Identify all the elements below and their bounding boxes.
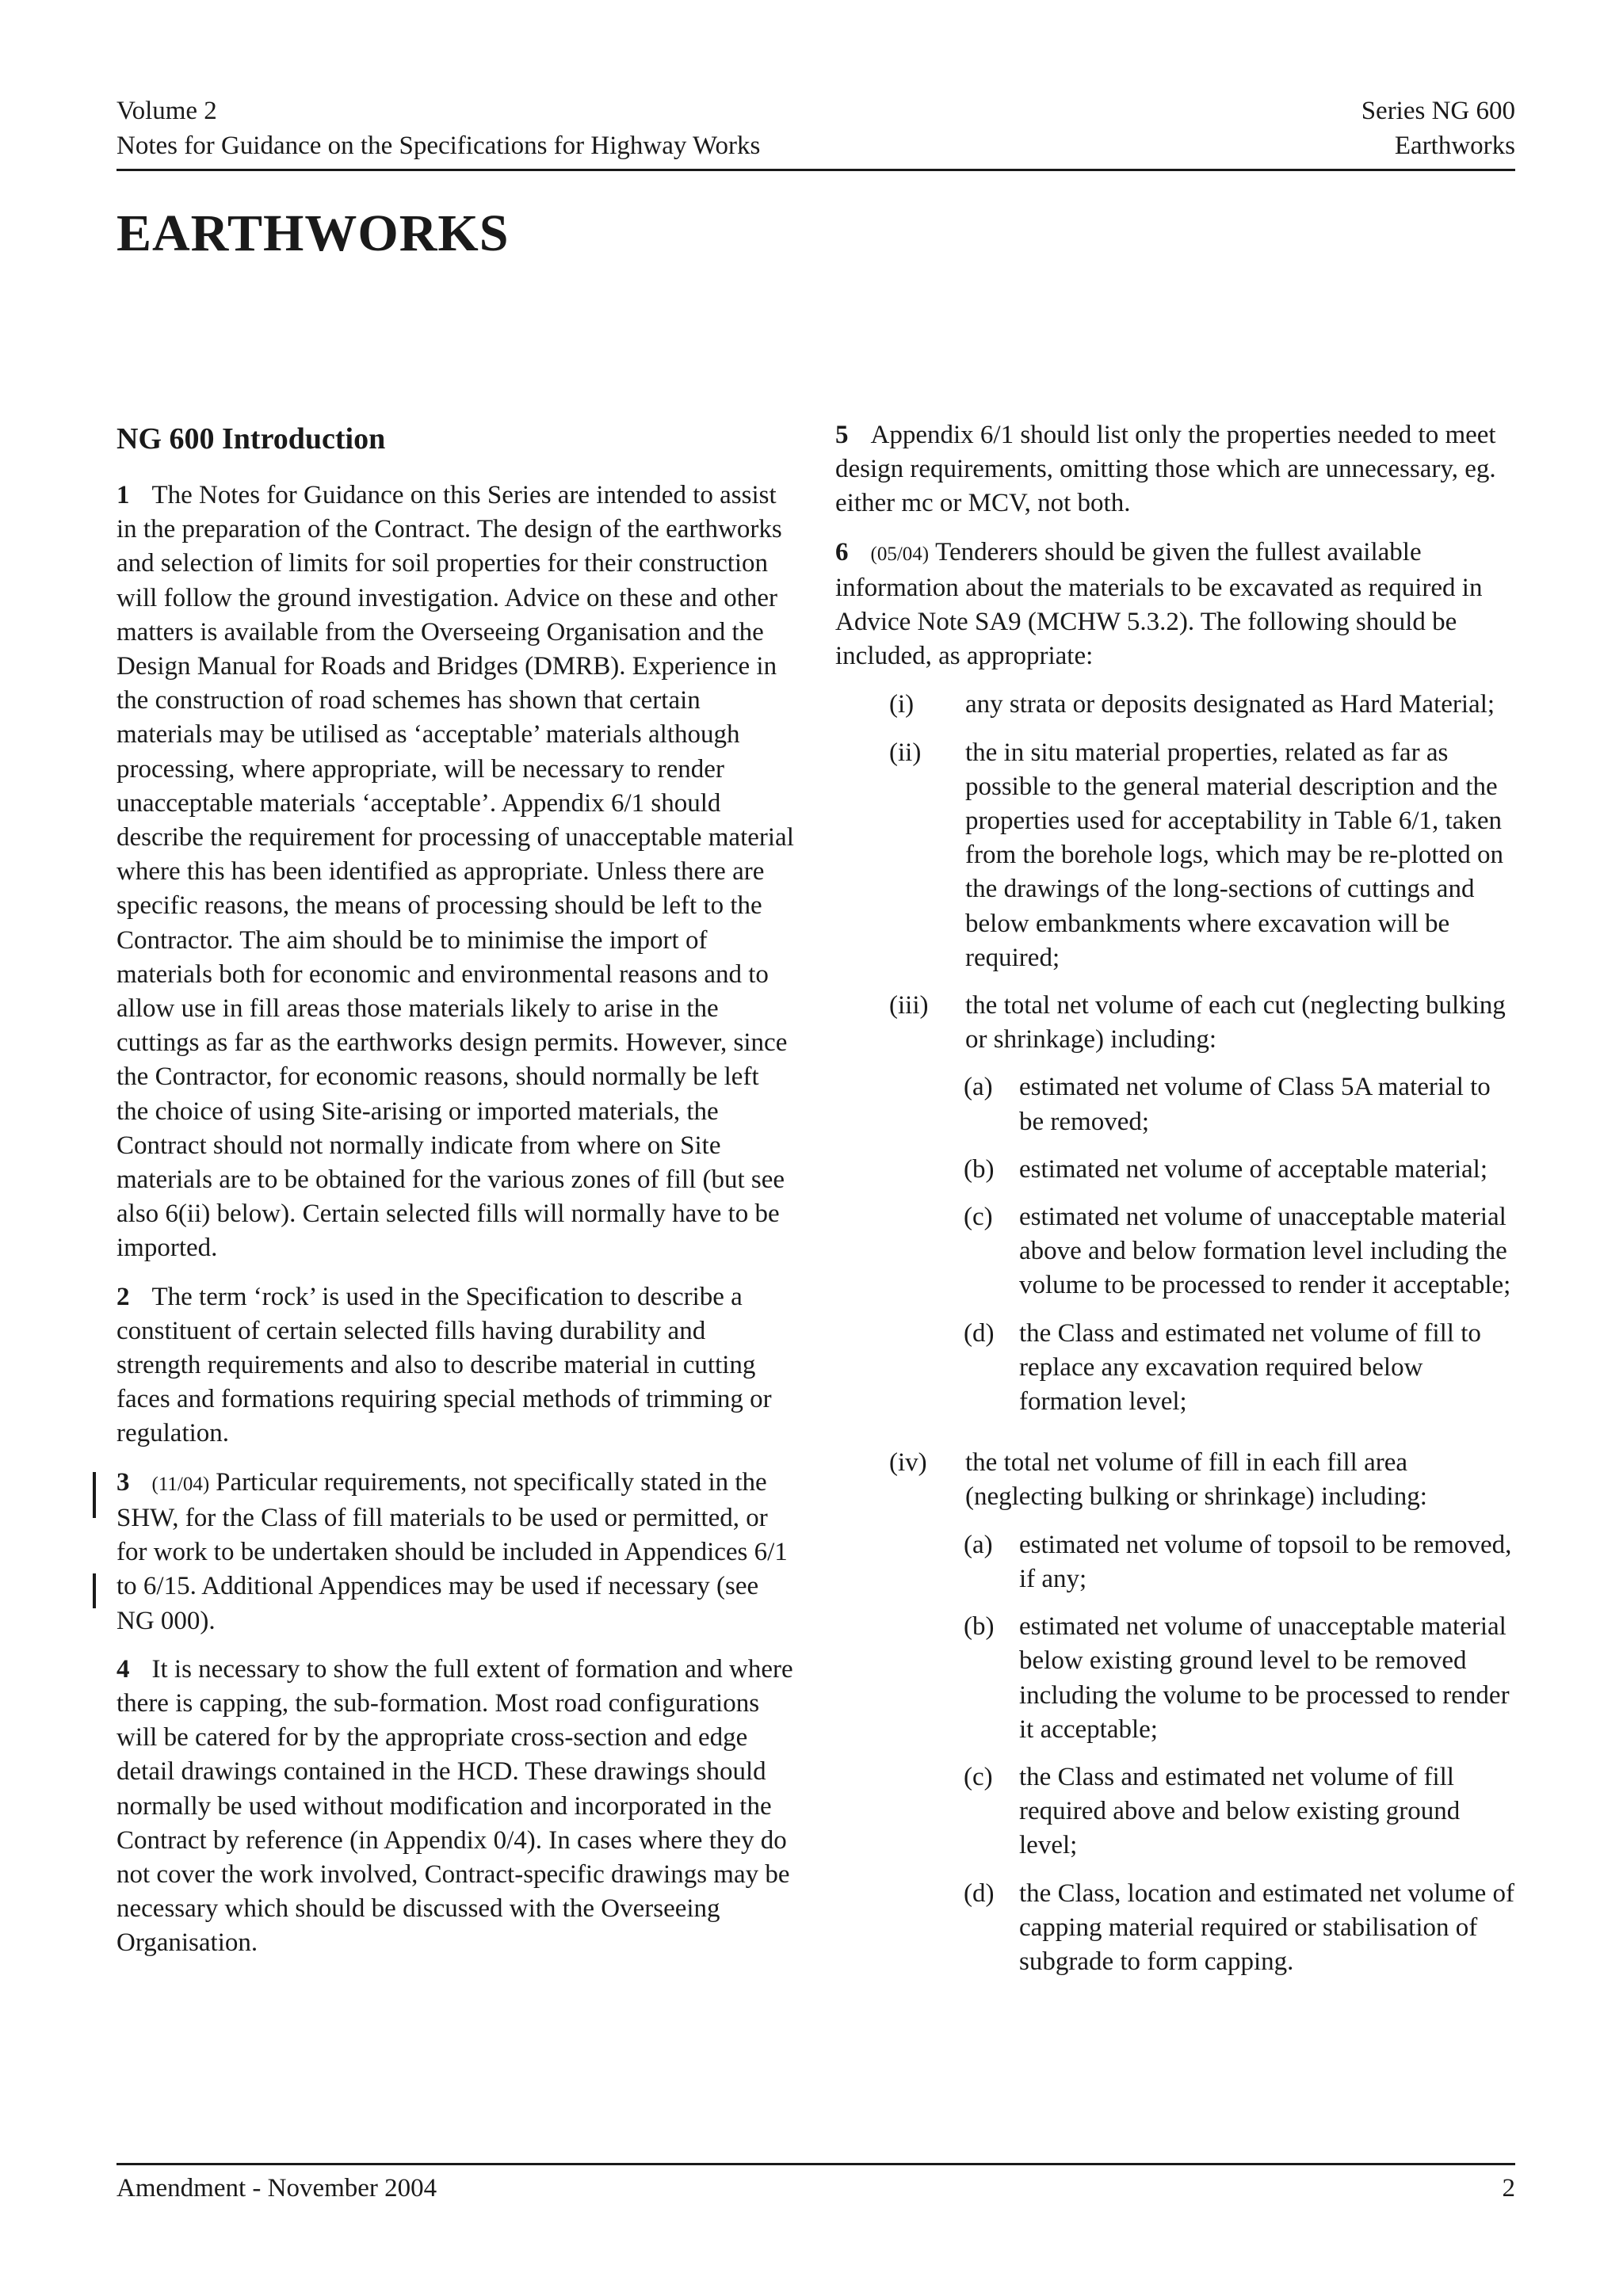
- page-number: 2: [1502, 2174, 1515, 2203]
- list-label: (iv): [889, 1448, 927, 1478]
- header-document-title: Notes for Guidance on the Specifications for Highway Works: [116, 132, 761, 160]
- list-body: [965, 989, 1518, 1432]
- paragraph-number: 5: [835, 421, 849, 449]
- list-label: (iii): [889, 991, 929, 1020]
- alpha-list: [964, 1528, 1518, 1979]
- sub-list-text: the Class and estimated net volume of fill to replace any excavation required below formation level;: [1019, 1318, 1481, 1417]
- sub-list-label: (c): [964, 1762, 993, 1791]
- paragraph-4: [116, 1653, 794, 1961]
- sub-list-label: (d): [964, 1318, 995, 1348]
- paragraph-text: It is necessary to show the full extent of formation and where there is capping, the sub-formation. Most road configurations will be catered for by the appropriate cross-section and edge detail drawings contained in the HCD. These drawings should normally be used without modification and incorporated in the Contract by reference (in Appendix 0/4). In cases where they do not cover the work involved, Contract-specific drawings may be necessary which should be discussed with the Overseeing Organisation.: [116, 1654, 793, 1958]
- sub-list-text: estimated net volume of acceptable material;: [1019, 1154, 1487, 1184]
- sub-list-text: estimated net volume of Class 5A material to be removed;: [1019, 1073, 1491, 1136]
- list-label: (ii): [889, 738, 922, 767]
- sub-list-label: (d): [964, 1878, 995, 1908]
- paragraph-number: 1: [116, 481, 130, 509]
- list-body: [965, 1446, 1518, 1993]
- paragraph-text: The term ‘rock’ is used in the Specification to describe a constituent of certain selected fills having durability and strength requirements and also to describe material in cutting faces and formations requiring special methods of trimming or regulation.: [116, 1282, 772, 1448]
- change-bar: [93, 1472, 96, 1518]
- list-text: the in situ material properties, related as far as possible to the general material description and the properties used for acceptability in Table 6/1, taken from the borehole logs, which may be re-plotted on the drawings of the long-sections of cuttings and below embankments where excavation will be required;: [965, 738, 1504, 972]
- section-heading: NG 600 Introduction: [116, 422, 386, 456]
- paragraph-text: The Notes for Guidance on this Series are intended to assist in the preparation of the Contract. The design of the earthworks and selection of limits for soil properties for their construction will follow the ground investigation. Advice on these and other matters is available from the Overseeing Organisation and the Design Manual for Roads and Bridges (DMRB). Experience in the construction of road schemes has shown that certain materials may be utilised as ‘acceptable’ materials although processing, where appropriate, will be necessary to render unacceptable materials ‘acceptable’. Appendix 6/1 should describe the requirement for processing of unacceptable material where this has been identified as appropriate. Unless there are specific reasons, the means of processing should be left to the Contractor. The aim should be to minimise the import of materials both for economic and environmental reasons and to allow use in fill areas those materials likely to arise in the cuttings as far as the earthworks design permits. However, since the Contractor, for economic reasons, should normally be left the choice of using Site-arising or imported materials, the Contract should not normally indicate from where on Site materials are to be obtained for the various zones of fill (but see also 6(ii) below). Certain selected fills will normally have to be imported.: [116, 481, 794, 1263]
- sub-list-label: (a): [964, 1073, 993, 1102]
- list-item: [889, 688, 1518, 722]
- roman-list: [889, 688, 1518, 1993]
- sub-list-item: [964, 1153, 1518, 1187]
- header-series: Series NG 600: [1361, 97, 1515, 125]
- paragraph-1: [116, 479, 794, 1266]
- footer-amendment: Amendment - November 2004: [116, 2174, 437, 2203]
- paragraph-text: Particular requirements, not specifically stated in the SHW, for the Class of fill materials to be used or permitted, or for work to be undertaken should be included in Appendices 6/1 to 6/15. Additional Appendices may be used if necessary (see NG 000).: [116, 1467, 788, 1635]
- paragraph-5: [835, 418, 1518, 521]
- list-text: any strata or deposits designated as Hard Material;: [965, 690, 1495, 719]
- page-title: EARTHWORKS: [116, 204, 510, 262]
- list-item: [889, 736, 1518, 975]
- paragraph-number: 4: [116, 1654, 130, 1684]
- sub-list-text: the Class and estimated net volume of fill required above and below existing ground level;: [1019, 1762, 1461, 1860]
- header-series-title: Earthworks: [1394, 132, 1515, 160]
- right-column: [835, 418, 1518, 2006]
- sub-list-item: [964, 1760, 1518, 1863]
- sub-list-text: estimated net volume of unacceptable material above and below formation level including the volume to be processed to render it acceptable;: [1019, 1203, 1511, 1300]
- sub-list-text: estimated net volume of unacceptable material below existing ground level to be removed including the volume to be processed to render it acceptable;: [1019, 1612, 1510, 1744]
- paragraph-text: Tenderers should be given the fullest available information about the materials to be excavated as required in Advice Note SA9 (MCHW 5.3.2). The following should be included, as appropriate:: [835, 537, 1483, 671]
- sub-list-item: [964, 1317, 1518, 1420]
- sub-list-text: the Class, location and estimated net volume of capping material required or stabilisation of subgrade to form capping.: [1019, 1878, 1515, 1976]
- paragraph-2: [116, 1280, 794, 1451]
- paragraph-number: 6: [835, 537, 849, 566]
- left-column: [116, 418, 794, 1975]
- amendment-tag: (11/04): [151, 1473, 210, 1495]
- sub-list-item: [964, 1528, 1518, 1596]
- amendment-tag: (05/04): [870, 543, 930, 565]
- header-rule: [116, 169, 1515, 171]
- paragraph-number: 3: [116, 1467, 130, 1497]
- list-text: the total net volume of fill in each fill area (neglecting bulking or shrinkage) including:: [965, 1448, 1427, 1512]
- sub-list-text: estimated net volume of topsoil to be removed, if any;: [1019, 1530, 1512, 1593]
- sub-list-label: (c): [964, 1203, 993, 1232]
- page-footer: [116, 2171, 1515, 2206]
- paragraph-6: [835, 536, 1518, 674]
- header-volume: Volume 2: [116, 97, 217, 125]
- list-item: [889, 989, 1518, 1432]
- page-header: [116, 93, 1515, 163]
- alpha-list: [964, 1070, 1518, 1419]
- paragraph-text: Appendix 6/1 should list only the properties needed to meet design requirements, omitting those which are unnecessary, eg. either mc or MCV, not both.: [835, 421, 1496, 518]
- sub-list-item: [964, 1200, 1518, 1303]
- paragraph-number: 2: [116, 1282, 130, 1311]
- sub-list-label: (b): [964, 1154, 995, 1184]
- sub-list-item: [964, 1610, 1518, 1747]
- sub-list-label: (b): [964, 1612, 995, 1642]
- sub-list-label: (a): [964, 1530, 993, 1559]
- sub-list-item: [964, 1877, 1518, 1980]
- change-bar: [93, 1573, 96, 1608]
- sub-list-item: [964, 1070, 1518, 1138]
- list-text: the total net volume of each cut (neglecting bulking or shrinkage) including:: [965, 991, 1506, 1055]
- paragraph-3: [116, 1466, 794, 1638]
- footer-rule: [116, 2163, 1515, 2165]
- list-item: [889, 1446, 1518, 1993]
- list-label: (i): [889, 690, 915, 719]
